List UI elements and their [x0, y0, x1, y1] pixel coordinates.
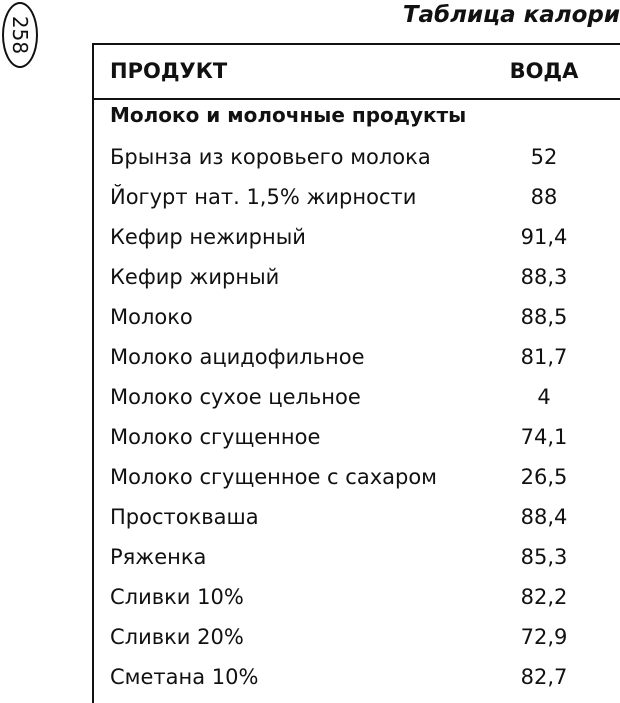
- product-cell: Кефир жирный: [110, 265, 280, 289]
- water-cell: 88: [530, 185, 558, 209]
- table-row: [94, 217, 620, 257]
- header-water: ВОДА: [509, 59, 579, 83]
- water-cell: 91,4: [520, 225, 568, 249]
- product-cell: Йогурт нат. 1,5% жирности: [110, 185, 417, 209]
- table-row: [94, 657, 620, 697]
- product-cell: Сливки 20%: [110, 625, 244, 649]
- product-cell: Брынза из коровьего молока: [110, 145, 431, 169]
- table-header: [94, 45, 620, 100]
- product-cell: Сметана 10%: [110, 665, 259, 689]
- product-cell: Молоко ацидофильное: [110, 345, 365, 369]
- table-row: [94, 497, 620, 537]
- water-cell: 82,7: [520, 665, 568, 689]
- table-row: [94, 417, 620, 457]
- table-row: [94, 617, 620, 657]
- table-row: [94, 297, 620, 337]
- calorie-table: [92, 43, 620, 703]
- section-title: Молоко и молочные продукты: [110, 103, 467, 127]
- water-cell: 85,3: [520, 545, 568, 569]
- table-row: [94, 257, 620, 297]
- table-row: [94, 137, 620, 177]
- table-row: [94, 377, 620, 417]
- water-cell: 81,7: [520, 345, 568, 369]
- product-cell: Молоко сухое цельное: [110, 385, 361, 409]
- water-cell: 88,3: [520, 265, 568, 289]
- table-row: [94, 177, 620, 217]
- water-cell: 72,9: [520, 625, 568, 649]
- table-row: [94, 337, 620, 377]
- product-cell: Молоко сгущенное с сахаром: [110, 465, 438, 489]
- page-number-badge: [2, 2, 38, 68]
- page-number: 258: [8, 15, 32, 55]
- product-cell: Молоко: [110, 305, 193, 329]
- product-cell: Кефир нежирный: [110, 225, 306, 249]
- table-row: [94, 577, 620, 617]
- water-cell: 88,4: [520, 505, 568, 529]
- product-cell: Простокваша: [110, 505, 259, 529]
- product-cell: Молоко сгущенное: [110, 425, 321, 449]
- water-cell: 4: [537, 385, 551, 409]
- water-cell: 88,5: [520, 305, 568, 329]
- table-row: [94, 457, 620, 497]
- water-cell: 26,5: [520, 465, 568, 489]
- water-cell: 52: [530, 145, 558, 169]
- product-cell: Ряженка: [110, 545, 207, 569]
- running-header: Таблица калори: [402, 2, 620, 28]
- product-cell: Сливки 10%: [110, 585, 244, 609]
- water-cell: 74,1: [520, 425, 568, 449]
- header-product: ПРОДУКТ: [110, 59, 228, 83]
- table-row: [94, 537, 620, 577]
- water-cell: 82,2: [520, 585, 568, 609]
